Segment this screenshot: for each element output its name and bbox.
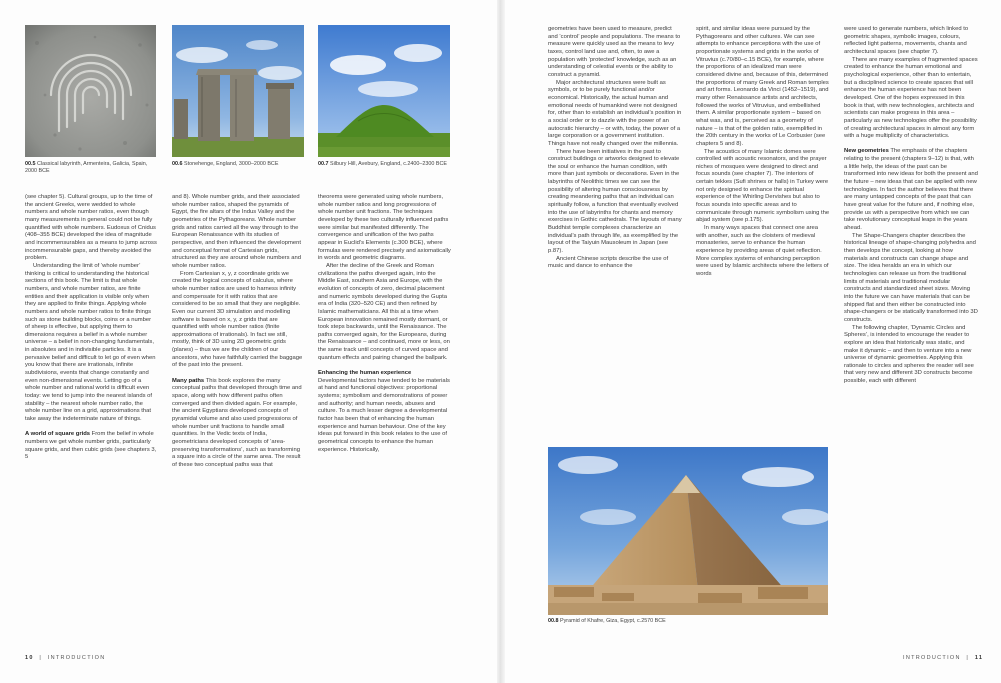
section-heading: New geometries <box>844 148 889 155</box>
figure-caption-text: Silbury Hill, Avebury, England, c.2400–2300 BCE <box>330 161 447 167</box>
right-column-3 <box>844 26 978 386</box>
left-column-3 <box>318 194 452 454</box>
khafre-pyramid-photo <box>548 447 828 615</box>
paragraph: The following chapter, ‘Dynamic Circles and Spheres’, is intended to encourage the reader to explore an idea that historically was static, and make it dynamic – and then to venture into a new universe of dynamic geometries. Applying this rationale to circles and spheres the reader will see that very new and different 3D constructs become possible, each with different <box>844 324 974 385</box>
paragraph: (see chapter 5). Cultural groups, up to the time of the ancient Greeks, were wedded to whole numbers and whole number ratios, even though many measurements in general could not be fully quantified with whole numbers. Eudoxus of Cnidus (408–355 BCE) developed the idea of magnitude and incommensurables as a means to jump across incommensurable gaps, and thereby avoided the problem. <box>25 194 157 262</box>
figure-caption-text: Pyramid of Khafre, Giza, Egypt, c.2570 BCE <box>560 618 666 624</box>
paragraph <box>172 378 304 470</box>
section-heading: Enhancing the human experience <box>318 370 412 377</box>
paragraph <box>25 431 157 462</box>
right-column-2 <box>696 26 830 279</box>
silbury-hill-image <box>318 25 450 157</box>
figure-caption-text: Classical labyrinth, Armenteira, Galicia, Spain, 2000 BCE <box>25 161 148 175</box>
paragraph: The acoustics of many Islamic domes were controlled with acoustic resonators, and the prayer niches of mosques were designed to direct and focus sounds (see chapter 7). The interiors of certain tekkes (Sufi shrines or halls) in Turkey were not only designed to enhance the spiritual experience of the Whirling Dervishes but also to focus sounds into specific areas and to communicate through numeric symbolism using the abjad system (see p.175). <box>696 148 830 224</box>
left-column-1 <box>25 194 157 462</box>
silbury-hill-photo <box>318 25 450 157</box>
paragraph: After the decline of the Greek and Roman civilizations the paths diverged again, into the Middle East, southern Asia and Europe, with the evolution of concepts of zero, decimal placement and numeric symbols developed during the Gupta era of India (320–520 CE) and then refined by Islamic mathematicians. All this at a time when European innovation remained mostly dormant, or took steps backwards, until the Renaissance. The paths converged again, for the Europeans, during the Renaissance – and continued, more or less, on the same track until concepts of curved space and quantum effects and pairing changed the ballpark. <box>318 262 450 361</box>
paragraph: The Shape-Changers chapter describes the historical lineage of shape-changing polyhedra and then develops the concept, looking at how materials and constructs can change shape and size. The idea heralds an era in which our technologies can release us from the traditional limits of materials and traditional modular constructs and standardized sheet sizes. Moving into the future we can have materials that can be shipped flat and then either be constructed into shape-changers or be statically transformed into 3D constructs. <box>844 232 978 323</box>
paragraph: geometries have been used to measure, predict and ‘control’ people and populations. The means to measure were quickly used as the means to levy taxes, control land use and, often, to awe a population with ‘protected’ knowledge, such as an understanding of celestial events or the ability to construct a pyramid. <box>548 26 681 78</box>
figure-number: 00.5 <box>25 161 36 167</box>
section-heading: Many paths <box>172 377 205 384</box>
page-gutter <box>497 0 505 683</box>
paragraph <box>844 148 978 232</box>
paragraph-text: Developmental factors have tended to be materials at hand and functional objectives: proportional systems; symbolism and demonstrations of power and authority; and human needs, abuses and culture. To a much lesser degree a developmental factor has been that of enhancing the human experience and human behaviour. One of the key ideas put forward in this book relates to the use of geometrical concepts to enhance the human experience. Historically, <box>318 377 450 453</box>
paragraph-text: From the belief in whole numbers we get whole number grids, particularly square grids, and then cubic grids (see chapters 3, 5 <box>25 431 157 461</box>
figure-caption-text: Stonehenge, England, 3000–2000 BCE <box>184 161 279 167</box>
figure-caption-00-5 <box>25 161 160 175</box>
labyrinth-photo <box>25 25 156 157</box>
figure-number: 00.6 <box>172 161 183 167</box>
paragraph: and 8). Whole number grids, and their associated whole number ratios, shaped the pyramids of Egypt, the fire altars of the Indus Valley and the geometries of the Pythagoreans. Whole number grids and ratios carried all the way through to the European Renaissance with its studies of perspective, and then influenced the development and conceptual format of Cartesian grids, structured as they are around whole numbers and whole number ratios. <box>172 194 301 269</box>
figure-number: 00.8 <box>548 618 559 624</box>
paragraph: spirit, and similar ideas were pursued by the Pythagoreans and other cultures. We can see attempts to enhance perceptions with the use of proportionate systems and grids in the works of Vitruvius (c.70/80–c.15 BCE), for example, where the proportions of an idealized man were considered divine and, because of this, determined the proportions of many Greek and Roman temples and art forms. Leonardo da Vinci (1452–1519), and many other Renaissance artists and architects, followed the works of Vitruvius, and embellished them. A similar proportionate system – based on what was, and is, perceived as a geometry of nature – is that of the golden ratio, exemplified in the 20th century in the works of Le Corbusier (see chapters 5 and 8). <box>696 26 829 147</box>
page-number: 10 <box>25 655 34 661</box>
left-page-footer <box>25 655 106 661</box>
paragraph: There are many examples of fragmented spaces created to enhance the human emotional and psychological experience, other than to entertain, but a disciplined science to create spaces that will enhance the human experience has not been developed. One of the hopes expressed in this book is that, with new technologies, architects and scientists can make progress in this area – particularly as new technologies offer the possibility of creating architectural spaces in almost any form with a huge multiplicity of characteristics. <box>844 56 978 140</box>
footer-separator: | <box>963 655 972 661</box>
paragraph: From Cartesian x, y, z coordinate grids we created the logical concepts of calculus, where whole number ratios are used to harness infinity and compensate for it with ratios that are considered to be so small that they are negligible. Even our current 3D simulation and modelling software is based on x, y, z grids that are quantified with whole number ratios (finite approximations of irrationals). In fact we still, mostly, think of 3D using 2D geometric grids (planes) – thus we are the children of our ancestors, who have faithfully carried the baggage of the past into the present. <box>172 270 303 369</box>
paragraph: In many ways spaces that connect one area with another, such as the cloisters of medieval monasteries, serve to enhance the human experience by providing areas of quiet reflection. More complex systems of enhancing perception were used by Islamic architects where the letters of words <box>696 225 829 277</box>
paragraph <box>318 370 452 454</box>
section-heading: A world of square grids <box>25 431 91 438</box>
figure-caption-00-6 <box>172 161 307 168</box>
right-page-footer <box>903 655 983 661</box>
paragraph: were used to generate numbers, which linked to geometric shapes, symbolic images, colours, reflected light patterns, movements, chants and architectural spaces (see chapter 7). <box>844 26 969 55</box>
labyrinth-image <box>25 25 156 157</box>
paragraph-text: The emphasis of the chapters relating to the present (chapters 9–12) is that, with a little help, the ideas of the past can be transformed into new ideas for both the present and the future – new ideas that can be applied with new technologies. In fact the author believes that there are many untapped concepts of the past that can have great value for the future and, if nothing else, provide us with a perspective from which we can take revolutionary conceptual leaps in the years ahead. <box>844 148 978 231</box>
paragraph-text: This book explores the many conceptual paths that developed through time and space, along with how different paths often converged and then divided again. For example, the ancient Egyptians developed concepts of pyramidal volume and also used progressions of whole number unit fractions to handle small quantities. In the Vedic texts of India, geometricians developed concepts of ‘area-preserving transformations’, such as transforming a square into a circle of the same area. The result of these two conceptual paths was that <box>172 377 302 468</box>
paragraph: Understanding the limit of ‘whole number’ thinking is critical to understanding the historical sections of this book. The limit is that whole numbers, and whole number ratios, are finite entities and their application is visible only when they are applied to finite things. Applying whole numbers and whole number ratios to finite things such as stone building blocks, coins or a number of sheep is effective, but applying them to dimensions requires a belief in a whole number universe – a belief in non-changing fundamentals, in absolutes and in indivisible particles. It is a pervasive belief and difficult to let go of even when you know that there are irrationals, infinite subdivisions, events that change constantly and even non-dimensional events. Letting go of a whole number and rational world is difficult even today: we tend to jump into the nearest islands of stability – the nearest whole number ratio, the whole number line on a grid, approximations that take away the indeterminate nature of things. <box>25 262 156 423</box>
figure-caption-00-8 <box>548 618 828 625</box>
right-column-1 <box>548 26 682 271</box>
stonehenge-photo <box>172 25 304 157</box>
page-number: 11 <box>974 655 984 661</box>
khafre-pyramid-image <box>548 447 828 615</box>
running-head: INTRODUCTION <box>903 655 961 661</box>
running-head: INTRODUCTION <box>47 655 106 661</box>
paragraph: Major architectural structures were built as symbols, or to be purely functional and/or economical. Historically, the actual human and emotional needs of humankind were not designed for, other than to establish an individual’s position in a social order or to dazzle with the power of an autocratic hierarchy – or with, today, the power of a large corporation or a government institution. Things have not really changed over the millennia. <box>548 79 682 147</box>
footer-separator: | <box>36 655 45 661</box>
paragraph: Ancient Chinese scripts describe the use of music and dance to enhance the <box>548 255 669 270</box>
paragraph: There have been initiatives in the past to construct buildings or artworks designed to elevate the soul or enhance the human condition, with more than just symbols or decorations. Even in the labyrinths of Neolithic times we can see the possibility of altering human consciousness by creating meandering paths that an individual can spiritually follow, a function that eventually evolved into the use of labyrinths for chants and memory exercises in Gothic cathedrals. The layouts of many Buddhist temple complexes characterize an individual’s path through life, as exemplified by the layout of the Taiyuin Mausoleum in Japan (see p.87). <box>548 148 682 255</box>
figure-number: 00.7 <box>318 161 329 167</box>
left-column-2 <box>172 194 304 470</box>
figure-caption-00-7 <box>318 161 453 168</box>
stonehenge-image <box>172 25 304 157</box>
paragraph: theorems were generated using whole numbers, whole number ratios and long progressions of whole number unit fractions. The techniques developed by these two culturally influenced paths were similar but manifested differently. The convergence and unification of the two paths appear in Euclid’s Elements (c.300 BCE), where formulas were rendered precisely and axiomatically in words and geometric diagrams. <box>318 194 451 262</box>
